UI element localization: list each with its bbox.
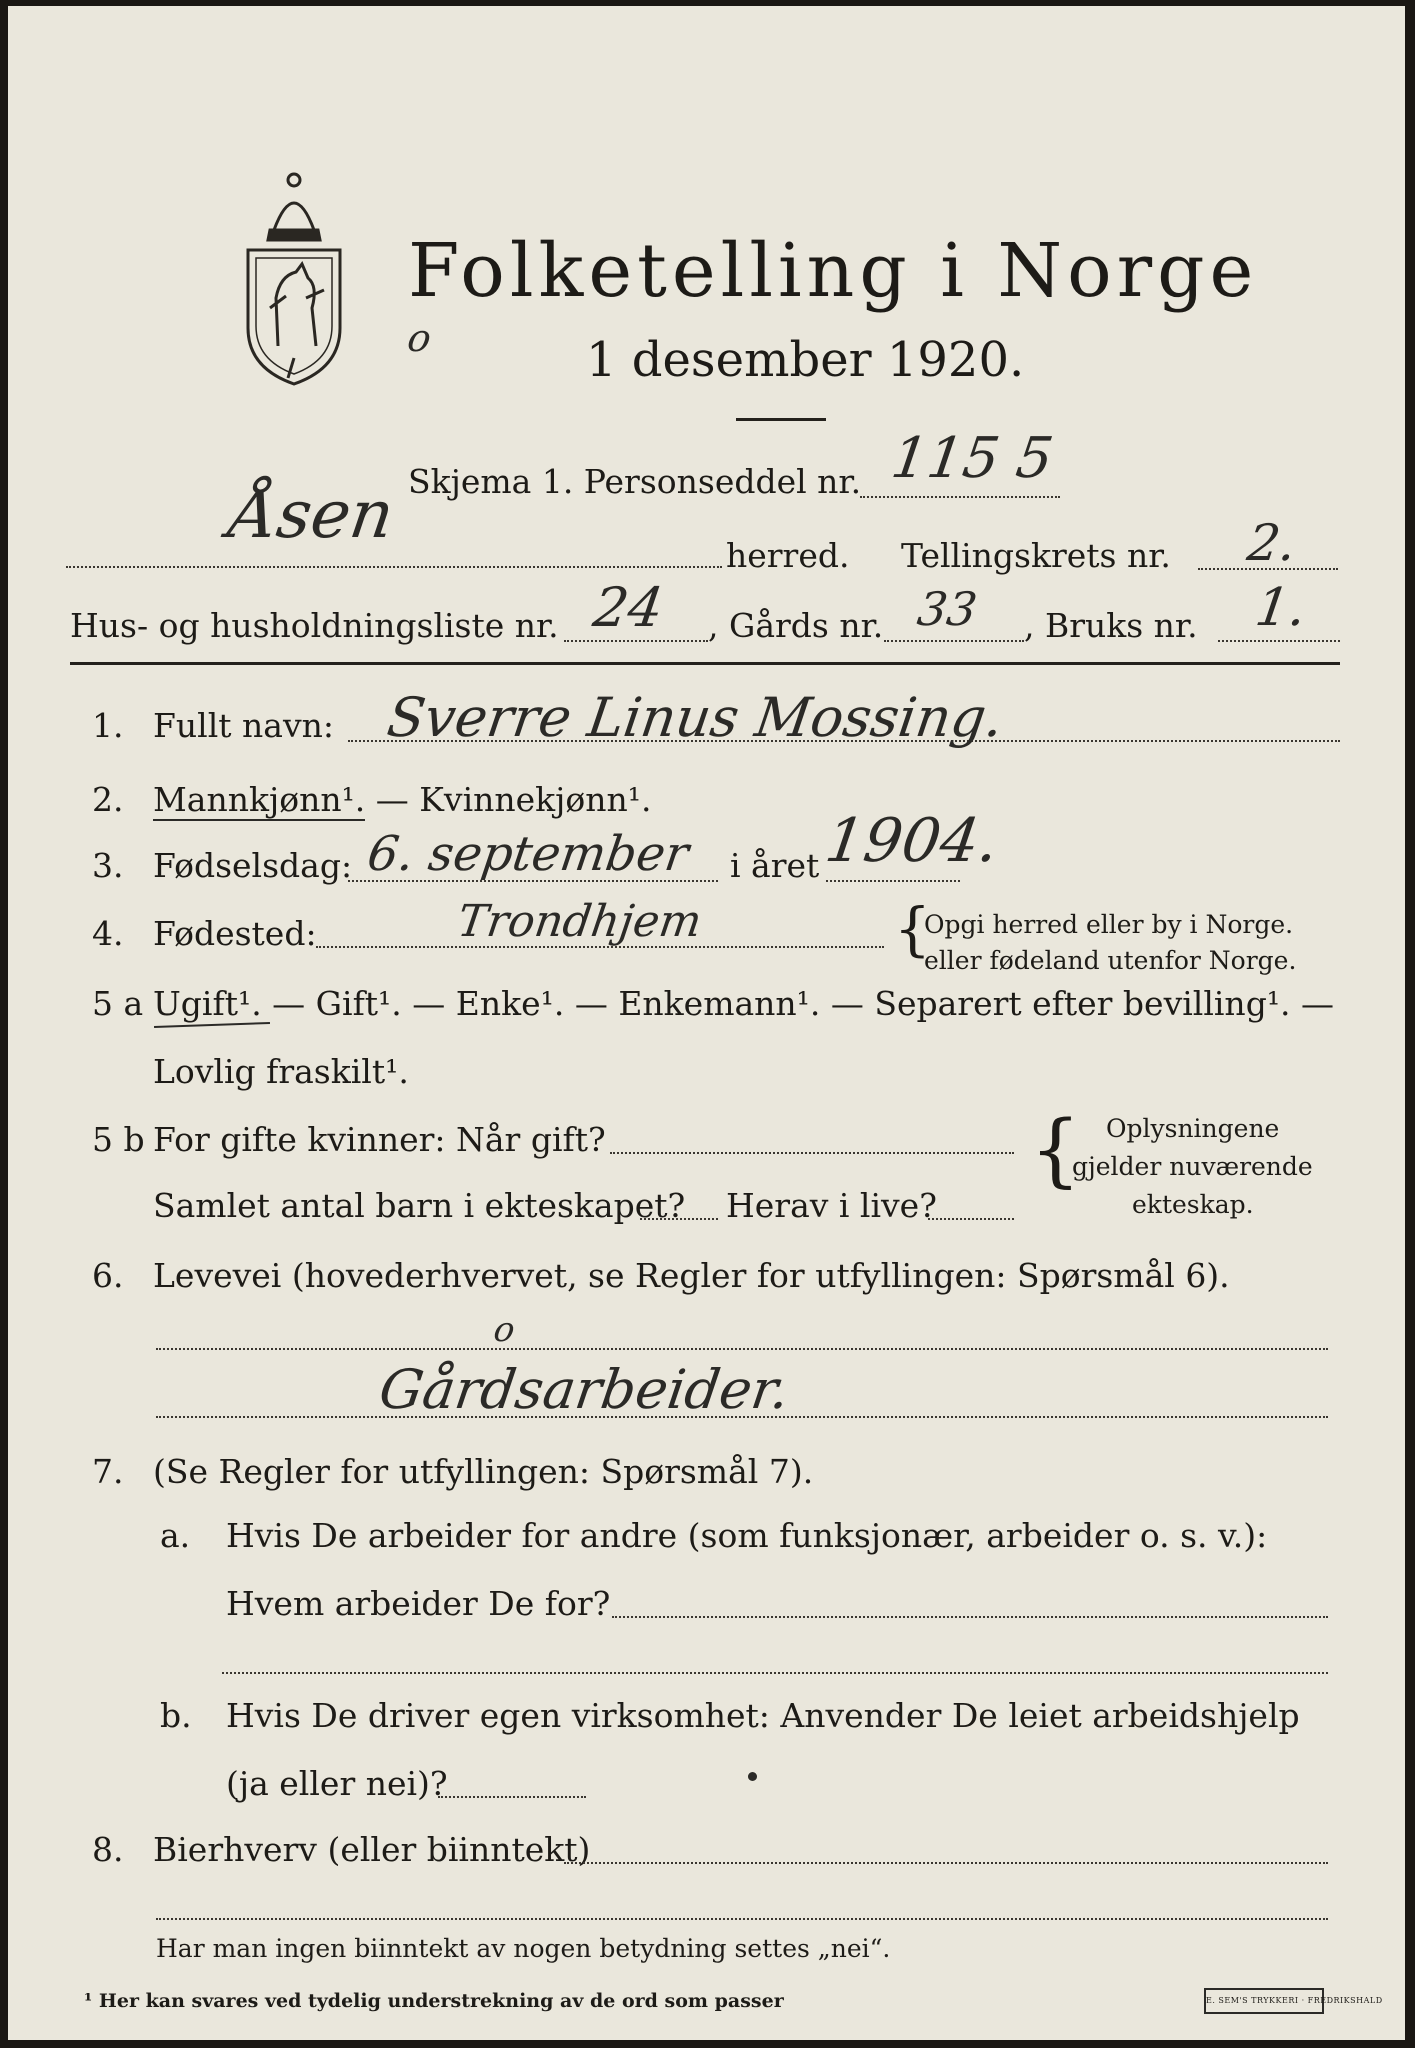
q7a-dotted-line-2 <box>222 1672 1328 1674</box>
q6-number: 6. <box>92 1256 124 1295</box>
q7a-dotted-line-1 <box>612 1616 1328 1618</box>
title-divider <box>736 418 826 421</box>
herred-value: Åsen <box>224 476 399 553</box>
marital-options: Ugift¹. — Gift¹. — Enke¹. — Enkemann¹. — Separert efter bevilling¹. — <box>153 984 1335 1023</box>
husholdningsliste-value: 24 <box>589 576 668 639</box>
q5b-label-1: For gifte kvinner: Når gift? <box>153 1120 606 1159</box>
female-option: Kvinnekjønn¹. <box>419 780 652 819</box>
q8-dotted-line-2 <box>156 1918 1328 1920</box>
occupation-value: Gårdsarbeider. <box>375 1358 794 1421</box>
skjema-label: Skjema 1. Personseddel nr. <box>408 462 862 501</box>
q5b-note-1: Oplysningene <box>1106 1114 1280 1143</box>
husholdningsliste-dotted-line <box>564 640 708 642</box>
gards-dotted-line <box>884 640 1024 642</box>
q8-label: Bierhverv (eller biinntekt) <box>153 1830 591 1869</box>
q7a-label-1: Hvis De arbeider for andre (som funksjonær, arbeider o. s. v.): <box>226 1516 1268 1555</box>
census-form <box>8 6 1405 2040</box>
q6-dotted-line-2 <box>156 1416 1328 1418</box>
q5b-children-dotted-line <box>640 1218 718 1220</box>
q2-separator: — <box>365 780 420 819</box>
full-name-value: Sverre Linus Mossing. <box>383 686 1008 749</box>
q5b-label-2: Samlet antal barn i ekteskapet? <box>153 1186 686 1225</box>
coat-of-arms-icon <box>236 168 352 388</box>
q1-number: 1. <box>92 706 124 745</box>
q6-label: Levevei (hovederhvervet, se Regler for utfyllingen: Spørsmål 6). <box>153 1256 1230 1295</box>
husholdningsliste-label: Hus- og husholdningsliste nr. <box>70 606 559 645</box>
tellingskrets-value: 2. <box>1243 514 1300 572</box>
footnote: ¹ Her kan svares ved tydelig understrekning av de ord som passer <box>84 1990 784 2012</box>
birth-date-value: 6. september <box>364 826 693 882</box>
q3-number: 3. <box>92 846 124 885</box>
q8-dotted-line-1 <box>564 1862 1328 1864</box>
q5b-label-3: Herav i live? <box>726 1186 937 1225</box>
q4-label: Fødested: <box>153 914 317 953</box>
q4-note-2: eller fødeland utenfor Norge. <box>924 946 1297 975</box>
form-title: Folketelling i Norge <box>408 228 1259 314</box>
ink-dot <box>748 1772 757 1781</box>
lovlig-fraskilt: Lovlig fraskilt¹. <box>153 1052 409 1091</box>
ingen-biinntekt-note: Har man ingen biinntekt av nogen betydning settes „nei“. <box>156 1934 891 1963</box>
q7a-label-2: Hvem arbeider De for? <box>226 1584 611 1623</box>
q7-number: 7. <box>92 1452 124 1491</box>
q5b-alive-dotted-line <box>928 1218 1014 1220</box>
male-option-selected: Mannkjønn¹. <box>153 780 366 819</box>
skjema-dotted-line <box>860 496 1060 498</box>
q7b-label-2: (ja eller nei)? <box>226 1764 448 1803</box>
birth-year-value: 1904. <box>821 806 1003 876</box>
gards-label: , Gårds nr. <box>708 606 884 645</box>
q5b-note-2: gjelder nuværende <box>1072 1152 1313 1181</box>
q4-note-1: Opgi herred eller by i Norge. <box>924 910 1294 939</box>
census-date: 1 desember 1920. <box>586 332 1025 388</box>
q5b-brace: { <box>1030 1103 1081 1196</box>
handwritten-mark: o <box>404 316 434 360</box>
header-rule <box>70 662 1340 665</box>
q3-label: Fødselsdag: <box>153 846 353 885</box>
q7b-dotted-line <box>438 1796 586 1798</box>
q7-label: (Se Regler for utfyllingen: Spørsmål 7). <box>153 1452 814 1491</box>
q2-number: 2. <box>92 780 124 819</box>
herred-label: herred. <box>726 536 850 575</box>
tellingskrets-label: Tellingskrets nr. <box>901 536 1171 575</box>
q4-brace: { <box>894 895 931 963</box>
q7b-number: b. <box>160 1696 192 1735</box>
personseddel-number: 115 5 <box>887 426 1057 491</box>
birthplace-value: Trondhjem <box>454 896 705 947</box>
bruks-value: 1. <box>1251 578 1310 638</box>
q5b-number: 5 b <box>92 1120 145 1159</box>
q7b-label-1: Hvis De driver egen virksomhet: Anvender De leiet arbeidshjelp <box>226 1696 1300 1735</box>
printer-stamp: E. SEM'S TRYKKERI · FREDRIKSHALD <box>1204 1988 1324 2014</box>
q5b-married-dotted-line <box>610 1152 1014 1154</box>
gards-value: 33 <box>914 582 981 636</box>
q5a-number: 5 a <box>92 984 144 1023</box>
year-label: i året <box>730 846 820 885</box>
handwritten-mark-2: o <box>491 1310 518 1350</box>
q6-dotted-line-1 <box>156 1348 1328 1350</box>
herred-dotted-line <box>66 566 722 568</box>
q3-year-dotted-line <box>826 880 960 882</box>
q1-label: Fullt navn: <box>153 706 334 745</box>
q8-number: 8. <box>92 1830 124 1869</box>
bruks-label: , Bruks nr. <box>1024 606 1198 645</box>
q7a-number: a. <box>160 1516 191 1555</box>
q2-options <box>153 780 652 819</box>
bruks-dotted-line <box>1218 640 1340 642</box>
q4-number: 4. <box>92 914 124 953</box>
q5b-note-3: ekteskap. <box>1132 1190 1254 1219</box>
